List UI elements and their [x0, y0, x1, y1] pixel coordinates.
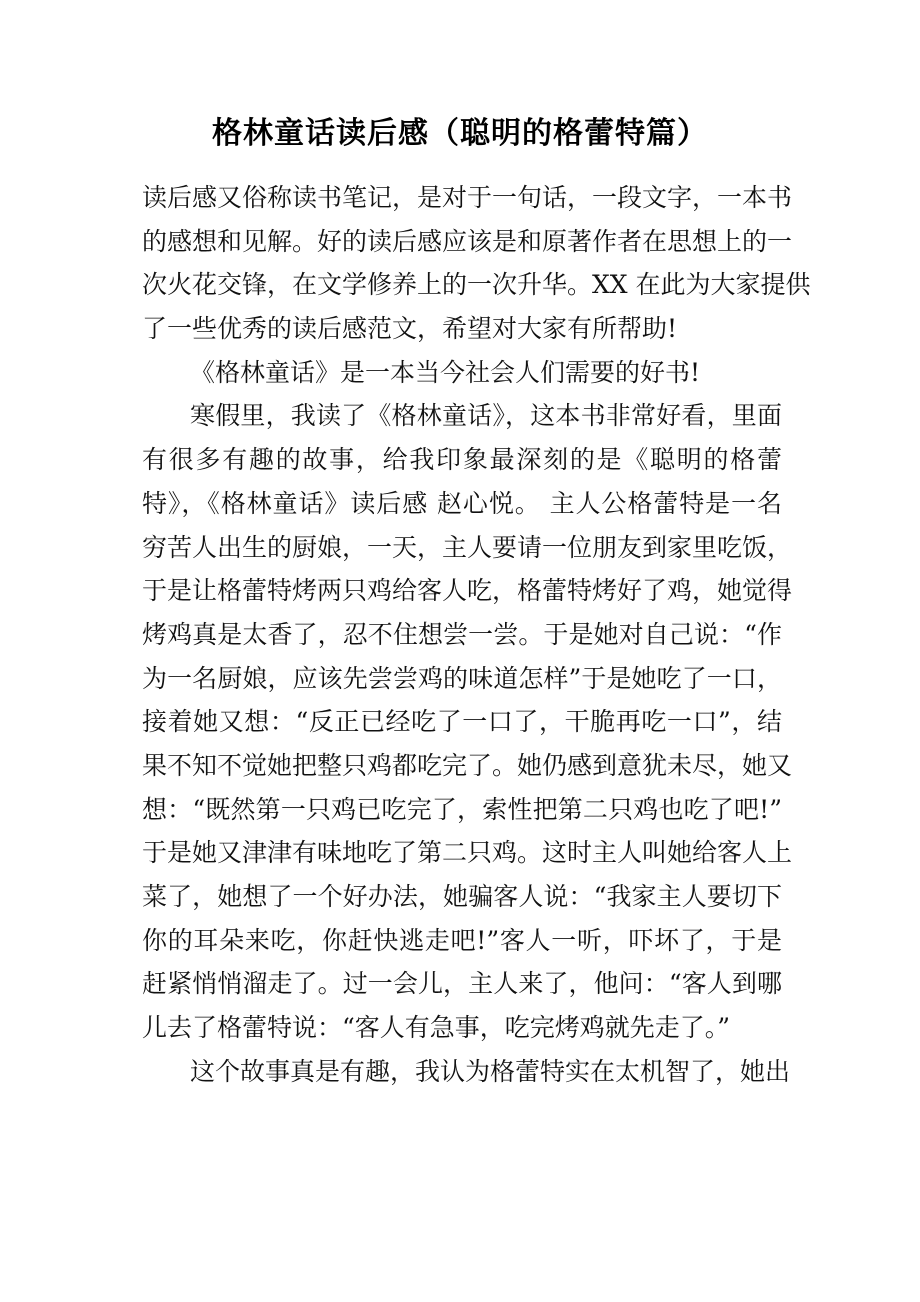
text-line: 有很多有趣的故事，给我印象最深刻的是《聪明的格蕾 [142, 445, 782, 475]
text-line: 接着她又想：“反正已经吃了一口了，干脆再吃一口”，结 [142, 707, 782, 737]
text-line: 儿去了格蕾特说：“客人有急事，吃完烤鸡就先走了。” [142, 1013, 731, 1043]
text-line: 这个故事真是有趣，我认为格蕾特实在太机智了，她出 [190, 1056, 791, 1086]
text-line: 穷苦人出生的厨娘，一天，主人要请一位朋友到家里吃饭， [142, 532, 793, 562]
text-line: 于是她又津津有味地吃了第二只鸡。这时主人叫她给客人上 [142, 838, 793, 868]
text-line: 菜了，她想了一个好办法，她骗客人说：“我家主人要切下 [142, 882, 782, 911]
text-line: 特》，《格林童话》读后感 赵心悦。 主人公格蕾特是一名 [142, 488, 782, 518]
text-line: 读后感又俗称读书笔记，是对于一句话，一段文字，一本书 [142, 183, 793, 212]
text-line: 为一名厨娘，应该先尝尝鸡的味道怎样”于是她吃了一口， [142, 663, 782, 693]
document-body [142, 176, 811, 1093]
text-line: 赶紧悄悄溜走了。过一会儿，主人来了，他问：“客人到哪 [142, 969, 782, 999]
text-line: 的感想和见解。好的读后感应该是和原著作者在思想上的一 [142, 226, 793, 256]
text-line: 寒假里，我读了《格林童话》，这本书非常好看，里面 [190, 401, 782, 431]
text-line: 想：“既然第一只鸡已吃完了，索性把第二只鸡也吃了吧!” [142, 794, 782, 824]
text-line: 果不知不觉她把整只鸡都吃完了。她仍感到意犹未尽，她又 [142, 750, 793, 780]
document-title: 格林童话读后感（聪明的格蕾特篇） [212, 116, 708, 151]
text-line: 烤鸡真是太香了，忍不住想尝一尝。于是她对自己说：“作 [142, 619, 782, 649]
text-line: 于是让格蕾特烤两只鸡给客人吃，格蕾特烤好了鸡，她觉得 [142, 576, 793, 606]
text-line: 了一些优秀的读后感范文，希望对大家有所帮助! [142, 314, 678, 344]
text-line: 《格林童话》是一本当今社会人们需要的好书! [190, 357, 701, 387]
text-line: 你的耳朵来吃，你赶快逃走吧!”客人一听，吓坏了，于是 [142, 925, 782, 955]
text-line: 次火花交锋，在文学修养上的一次升华。XX 在此为大家提供 [142, 270, 811, 300]
